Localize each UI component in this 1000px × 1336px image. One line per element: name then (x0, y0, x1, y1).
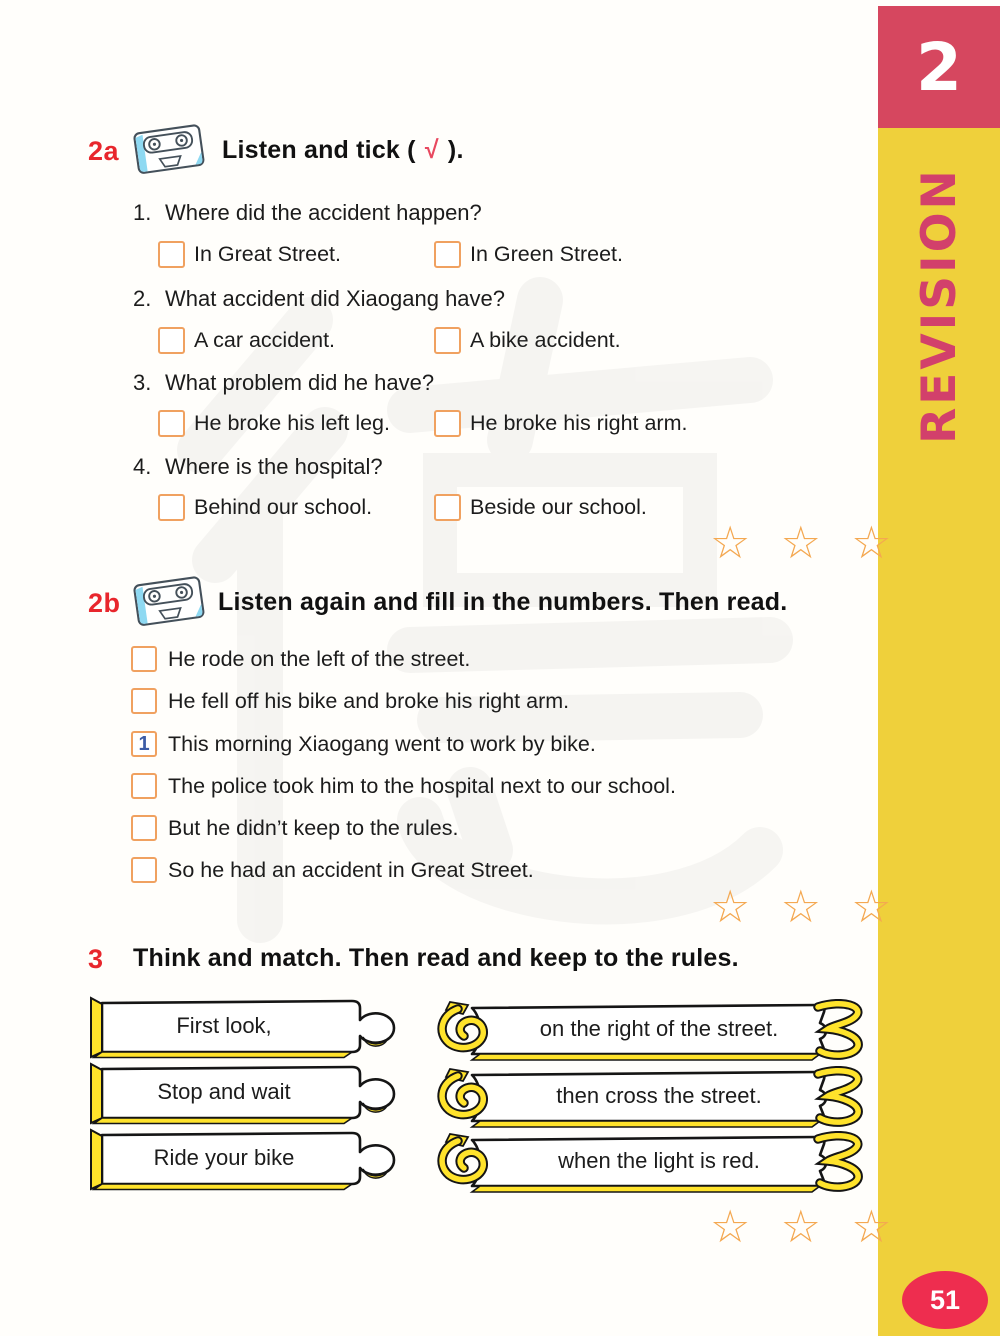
option-label: He broke his left leg. (194, 411, 390, 435)
option (158, 410, 390, 437)
match-piece-text: on the right of the street. (539, 1015, 779, 1041)
option-label: In Great Street. (194, 242, 341, 266)
question-3-options (0, 410, 880, 440)
sequence-item-text: He rode on the left of the street. (168, 646, 471, 671)
cassette-icon (130, 118, 210, 185)
number-box[interactable] (131, 688, 157, 714)
number-box-value: 1 (138, 733, 150, 755)
match-piece-left-3[interactable] (84, 1128, 400, 1192)
stars-decoration: ☆ ☆ ☆ (710, 880, 900, 933)
sequence-item (131, 646, 470, 672)
cassette-icon (130, 570, 210, 637)
match-piece-text: Stop and wait (157, 1078, 291, 1104)
question-2 (133, 286, 505, 312)
sequence-item-text: But he didn’t keep to the rules. (168, 815, 459, 840)
tick-checkbox[interactable] (434, 410, 461, 437)
number-box[interactable] (131, 646, 157, 672)
section-2a-title (222, 136, 464, 165)
question-number: 4. (133, 454, 152, 479)
tick-checkbox[interactable] (158, 327, 185, 354)
sequence-item (131, 857, 534, 883)
sequence-item-text: He fell off his bike and broke his right arm. (168, 688, 570, 713)
number-box[interactable] (131, 731, 157, 757)
question-text: What problem did he have? (165, 370, 435, 395)
match-piece-right-1[interactable] (422, 999, 874, 1063)
question-number: 2. (133, 286, 152, 311)
question-3 (133, 370, 434, 396)
stars-decoration: ☆ ☆ ☆ (710, 1200, 900, 1253)
tick-checkbox[interactable] (434, 494, 461, 521)
option (434, 410, 687, 437)
unit-number-badge (878, 6, 1000, 128)
question-text: Where is the hospital? (165, 454, 383, 479)
match-piece-right-2[interactable] (422, 1066, 874, 1130)
tick-symbol: √ (424, 136, 439, 164)
option (158, 241, 341, 268)
tick-checkbox[interactable] (158, 494, 185, 521)
match-piece-text: when the light is red. (558, 1147, 760, 1173)
match-piece-text: First look, (176, 1012, 272, 1038)
option-label: A car accident. (194, 328, 336, 352)
option-label: A bike accident. (470, 328, 621, 352)
section-2b-label: 2b (88, 588, 121, 618)
number-box[interactable] (131, 857, 157, 883)
question-2-options (0, 327, 880, 357)
number-box[interactable] (131, 773, 157, 799)
tick-checkbox[interactable] (434, 327, 461, 354)
option-label: In Green Street. (470, 242, 623, 266)
question-number: 1. (133, 200, 152, 225)
match-piece-text: then cross the street. (556, 1082, 762, 1108)
section-2a-label: 2a (88, 136, 120, 166)
question-text: Where did the accident happen? (165, 200, 482, 225)
title-prefix: Listen and tick ( (222, 136, 423, 164)
tick-checkbox[interactable] (158, 241, 185, 268)
sequence-item (131, 815, 458, 841)
title-suffix: ). (440, 136, 464, 164)
revision-label: REVISION (911, 166, 967, 444)
match-piece-left-2[interactable] (84, 1062, 400, 1126)
match-piece-right-3[interactable] (422, 1131, 874, 1195)
question-1-options (0, 241, 880, 271)
page-number: 51 (929, 1284, 961, 1315)
section-3-label: 3 (88, 944, 104, 974)
question-number: 3. (133, 370, 152, 395)
option (434, 241, 623, 268)
option-label: Beside our school. (470, 495, 647, 519)
page-number-badge (902, 1271, 988, 1329)
option (434, 327, 621, 354)
tick-checkbox[interactable] (434, 241, 461, 268)
unit-number: 2 (916, 28, 962, 106)
option (158, 494, 372, 521)
question-4 (133, 454, 383, 480)
sequence-item-text: This morning Xiaogang went to work by bike. (168, 731, 596, 756)
sequence-item (131, 773, 676, 799)
option-label: Behind our school. (194, 495, 373, 519)
option (434, 494, 647, 521)
sequence-item (131, 688, 569, 714)
stars-decoration: ☆ ☆ ☆ (710, 516, 900, 569)
option-label: He broke his right arm. (470, 411, 688, 435)
section-3-title: Think and match. Then read and keep to the rules. (133, 944, 739, 972)
section-2b-title: Listen again and fill in the numbers. Then read. (218, 588, 788, 616)
match-piece-left-1[interactable] (84, 996, 400, 1060)
match-piece-text: Ride your bike (153, 1144, 295, 1170)
sequence-item-text: The police took him to the hospital next to our school. (168, 773, 676, 798)
sequence-item-text: So he had an accident in Great Street. (168, 857, 534, 882)
sidebar-revision (878, 148, 1000, 462)
question-text: What accident did Xiaogang have? (165, 286, 506, 311)
option (158, 327, 335, 354)
question-1 (133, 200, 482, 226)
tick-checkbox[interactable] (158, 410, 185, 437)
sequence-item (131, 731, 596, 757)
number-box[interactable] (131, 815, 157, 841)
